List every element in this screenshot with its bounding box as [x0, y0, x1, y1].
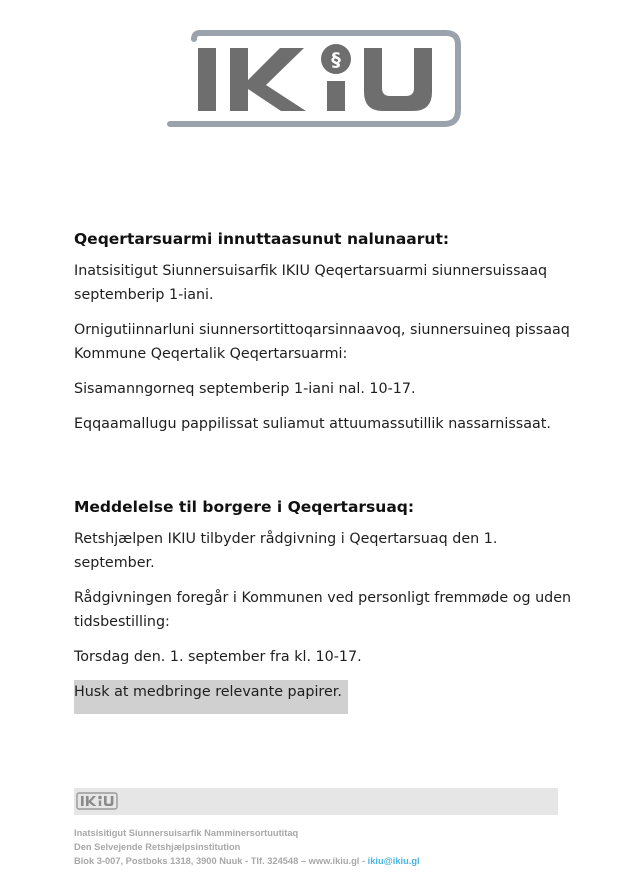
email-link[interactable]: ikiu@ikiu.gl: [367, 856, 420, 866]
heading-dansk: Meddelelse til borgere i Qeqertarsuaq:: [74, 498, 415, 516]
ikiu-logo-graphic: [166, 30, 462, 130]
announcement-dansk: [74, 496, 574, 725]
footer-logo-graphic: [76, 792, 118, 810]
paragraph: Eqqaamallugu pappilissat suliamut attuumassutillik nassarnissaat.: [74, 416, 551, 432]
paragraph: Sisamanngorneq septemberip 1-iani nal. 10-17.: [74, 381, 416, 397]
heading-kalaallisut: Qeqertarsuarmi innuttaasunut nalunaarut:: [74, 230, 450, 248]
footer-line-1: Inatsisitigut Siunnersuisarfik Namminersortuutitaq: [74, 828, 299, 838]
ikiu-logo: [166, 30, 462, 130]
paragraph: Ornigutiinnarluni siunnersortittoqarsinnaavoq, siunnersuineq pissaaq Kommune Qeqertalik Qeqertarsuarmi:: [74, 322, 570, 362]
footer-address: Blok 3-007, Postboks 1318, 3900 Nuuk - Tlf. 324548 – www.ikiu.gl -: [74, 856, 368, 866]
footer-bar: [74, 788, 558, 815]
paragraph: Rådgivningen foregår i Kommunen ved personligt fremmøde og uden tidsbestilling:: [74, 590, 572, 630]
reminder-text: Husk at medbringe relevante papirer.: [74, 680, 348, 714]
paragraph: Inatsisitigut Siunnersuisarfik IKIU Qeqertarsuarmi siunnersuissaaq septemberip 1-iani.: [74, 263, 548, 303]
paragraph: Torsdag den. 1. september fra kl. 10-17.: [74, 649, 362, 665]
footer-line-3: [74, 854, 574, 868]
highlighted-reminder: [74, 680, 574, 714]
footer-line-2: Den Selvejende Retshjælpsinstitution: [74, 842, 241, 852]
section-symbol: §: [331, 49, 341, 71]
footer-contact: [74, 826, 574, 868]
paragraph: Retshjælpen IKIU tilbyder rådgivning i Qeqertarsuaq den 1. september.: [74, 531, 498, 571]
announcement-kalaallisut: [74, 228, 574, 447]
footer-logo: [76, 792, 118, 810]
